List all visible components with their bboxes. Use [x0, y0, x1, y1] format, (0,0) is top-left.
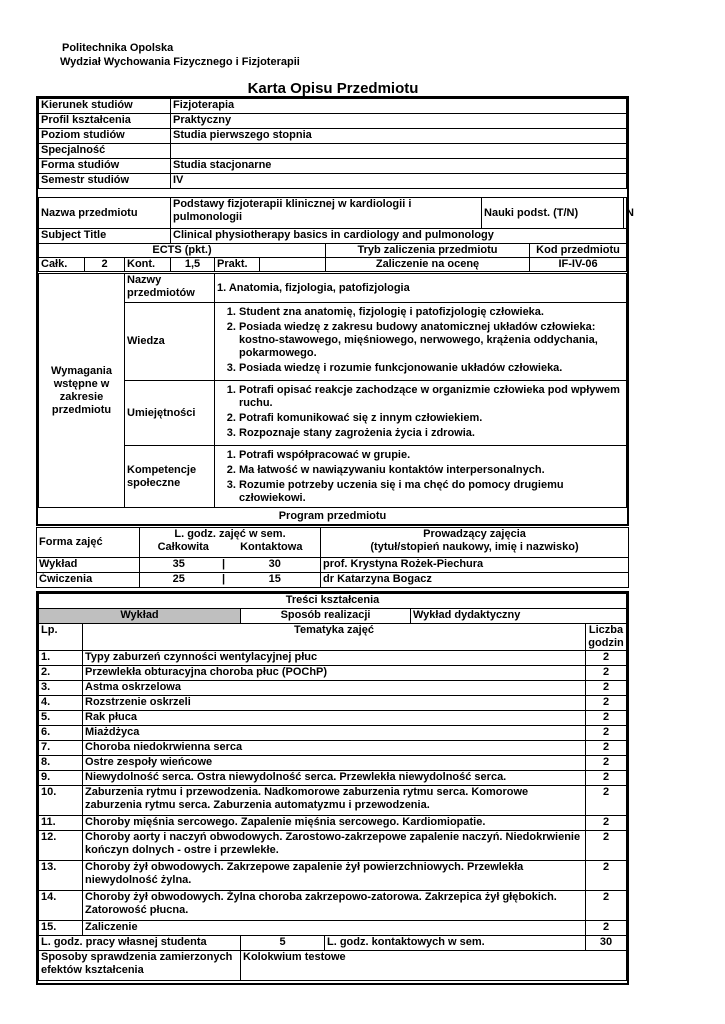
topic-hours: 2 — [586, 786, 627, 816]
content-form: Wykład — [39, 609, 241, 624]
info-label: Poziom studiów — [39, 129, 171, 144]
topic-row — [39, 831, 627, 861]
topic-text: Ostre zespoły wieńcowe — [83, 756, 586, 771]
topic-text: Astma oskrzelowa — [83, 681, 586, 696]
topic-row — [39, 666, 627, 681]
course-name-label: Nazwa przedmiotu — [39, 198, 171, 229]
topic-row — [39, 786, 627, 816]
course-name-line2: pulmonologii — [173, 211, 243, 223]
requirement-item: 3. Rozpoznaje stany zagrożenia życia i zdrowia. — [239, 427, 624, 440]
faculty-name: Wydział Wychowania Fizycznego i Fizjoterapii — [60, 56, 300, 68]
topic-text: Zaliczenie — [83, 921, 586, 936]
requirement-item: 3. Rozumie potrzeby uczenia się i ma chęć do pomocy drugiemu człowiekowi. — [239, 479, 624, 505]
skills-list — [217, 384, 624, 440]
contact-hours-total-label: L. godz. kontaktowych w sem. — [325, 936, 586, 951]
topic-lp: 8. — [39, 756, 83, 771]
total-hours-cell: 35 — [140, 558, 218, 573]
separator-cell: | — [218, 558, 230, 573]
mode-value: Zaliczenie na ocenę — [326, 258, 530, 272]
contact-hours-cell: 15 — [230, 573, 321, 588]
teacher-label: Prowadzący zajęcia — [423, 528, 526, 540]
topic-text: Choroba niedokrwienna serca — [83, 741, 586, 756]
topic-row — [39, 921, 627, 936]
topic-text: Miażdżyca — [83, 726, 586, 741]
separator-cell: | — [218, 573, 230, 588]
total-ects-value: 2 — [85, 258, 125, 272]
topic-text: Przewlekła obturacyjna choroba płuc (POChP) — [83, 666, 586, 681]
topic-hours: 2 — [586, 696, 627, 711]
requirement-item: 1. Potrafi opisać reakcje zachodzące w organizmie człowieka pod wpływem ruchu. — [239, 384, 624, 410]
subject-title-value: Clinical physiotherapy basics in cardiology and pulmonology — [171, 229, 627, 244]
topic-row — [39, 816, 627, 831]
self-work-label: L. godz. pracy własnej studenta — [39, 936, 241, 951]
program-row — [37, 558, 629, 573]
topic-lp: 3. — [39, 681, 83, 696]
hours-label: L. godz. zajęć w sem. — [174, 528, 286, 540]
practical-ects-label: Prakt. — [215, 258, 260, 272]
topic-header: Tematyka zajęć — [83, 624, 586, 651]
topic-text: Choroby żył obwodowych. Żylna choroba zakrzepowo-zatorowa. Zakrzepica żył głębokich. Zatorowość płucna. — [83, 891, 586, 921]
course-details-table — [38, 197, 634, 272]
topic-hours: 2 — [586, 891, 627, 921]
teacher-header — [321, 528, 629, 558]
total-hours-cell: 25 — [140, 573, 218, 588]
topic-row — [39, 756, 627, 771]
code-label: Kod przedmiotu — [530, 244, 627, 258]
requirements-table — [38, 273, 627, 508]
total-ects-label: Całk. — [39, 258, 85, 272]
ects-label: ECTS (pkt.) — [39, 244, 326, 258]
info-value: Studia pierwszego stopnia — [171, 129, 627, 144]
info-label: Specjalność — [39, 144, 171, 159]
info-value: IV — [171, 174, 627, 189]
topic-hours: 2 — [586, 756, 627, 771]
info-row — [39, 174, 627, 189]
topic-hours: 2 — [586, 921, 627, 936]
contact-ects-label: Kont. — [125, 258, 171, 272]
topic-hours: 2 — [586, 816, 627, 831]
topic-lp: 7. — [39, 741, 83, 756]
form-cell: Ćwiczenia — [37, 573, 140, 588]
lp-header: Lp. — [39, 624, 83, 651]
topic-lp: 14. — [39, 891, 83, 921]
info-label: Profil kształcenia — [39, 114, 171, 129]
topic-text: Zaburzenia rytmu i przewodzenia. Nadkomorowe zaburzenia rytmu serca. Komorowe zaburzenia rytmu serca. Zaburzenia automatyzmu i przewodzenia. — [83, 786, 586, 816]
topic-row — [39, 891, 627, 921]
info-value: Fizjoterapia — [171, 99, 627, 114]
mode-label: Tryb zaliczenia przedmiotu — [326, 244, 530, 258]
content-table — [38, 593, 627, 981]
contact-hours-cell: 30 — [230, 558, 321, 573]
requirement-item: 2. Posiada wiedzę z zakresu budowy anatomicznej układów człowieka: kostno-stawowego, mięśniowego, nerwowego, krążenia oddychania, pokarmowego. — [239, 321, 624, 360]
topic-row — [39, 771, 627, 786]
topic-lp: 2. — [39, 666, 83, 681]
knowledge-label: Wiedza — [125, 303, 215, 381]
program-table — [36, 527, 629, 588]
teacher-sublabel: (tytuł/stopień naukowy, imię i nazwisko) — [370, 541, 579, 553]
course-info-box — [36, 96, 634, 526]
total-hours-label: Całkowita — [157, 541, 209, 553]
topic-hours: 2 — [586, 771, 627, 786]
info-row — [39, 99, 627, 114]
topic-lp: 13. — [39, 861, 83, 891]
requirement-item: 2. Ma łatwość w nawiązywaniu kontaktów interpersonalnych. — [239, 464, 624, 477]
topic-row — [39, 696, 627, 711]
hours-header — [140, 528, 321, 558]
topic-hours: 2 — [586, 651, 627, 666]
teacher-cell: dr Katarzyna Bogacz — [321, 573, 629, 588]
social-competences-list — [217, 449, 624, 505]
hours-col-header: Liczba godzin — [586, 624, 627, 651]
requirement-item: 1. Student zna anatomię, fizjologię i patofizjologię człowieka. — [239, 306, 624, 319]
course-name-line1: Podstawy fizjoterapii klinicznej w kardiologii i — [173, 198, 412, 210]
science-value: N — [624, 198, 627, 229]
topic-lp: 6. — [39, 726, 83, 741]
topic-lp: 11. — [39, 816, 83, 831]
content-box — [36, 591, 629, 985]
topic-text: Rak płuca — [83, 711, 586, 726]
topic-hours: 2 — [586, 861, 627, 891]
skills-label: Umiejętności — [125, 381, 215, 446]
contact-hours-total-value: 30 — [586, 936, 627, 951]
requirement-item: 1. Potrafi współpracować w grupie. — [239, 449, 624, 462]
course-info-table — [38, 98, 627, 189]
form-cell: Wykład — [37, 558, 140, 573]
info-value — [171, 144, 627, 159]
requirements-side-label: Wymagania wstępne w zakresie przedmiotu — [39, 274, 125, 508]
content-title: Treści kształcenia — [39, 594, 627, 609]
topic-hours: 2 — [586, 666, 627, 681]
code-value: IF-IV-06 — [530, 258, 627, 272]
info-label: Semestr studiów — [39, 174, 171, 189]
topic-hours: 2 — [586, 831, 627, 861]
info-label: Kierunek studiów — [39, 99, 171, 114]
topic-row — [39, 726, 627, 741]
prereq-courses-label: Nazwy przedmiotów — [125, 274, 215, 303]
knowledge-list — [217, 306, 624, 375]
university-name: Politechnika Opolska — [62, 42, 174, 54]
topic-lp: 15. — [39, 921, 83, 936]
topic-hours: 2 — [586, 711, 627, 726]
page-title: Karta Opisu Przedmiotu — [247, 80, 419, 97]
prereq-courses-value: 1. Anatomia, fizjologia, patofizjologia — [215, 274, 627, 303]
method-label: Sposób realizacji — [241, 609, 411, 624]
info-value: Praktyczny — [171, 114, 627, 129]
topic-hours: 2 — [586, 681, 627, 696]
info-row — [39, 129, 627, 144]
verification-value: Kolokwium testowe — [241, 951, 627, 981]
method-value: Wykład dydaktyczny — [411, 609, 627, 624]
requirement-item: 3. Posiada wiedzę i rozumie funkcjonowanie układów człowieka. — [239, 362, 624, 375]
topic-row — [39, 711, 627, 726]
contact-ects-value: 1,5 — [171, 258, 215, 272]
self-work-value: 5 — [241, 936, 325, 951]
topic-lp: 5. — [39, 711, 83, 726]
info-label: Forma studiów — [39, 159, 171, 174]
topic-hours: 2 — [586, 741, 627, 756]
info-row — [39, 159, 627, 174]
topic-row — [39, 861, 627, 891]
topic-text: Choroby aorty i naczyń obwodowych. Zarostowo-zakrzepowe zapalenie naczyń. Niedokrwienie kończyn dolnych - ostre i przewlekłe. — [83, 831, 586, 861]
program-title: Program przedmiotu — [278, 510, 387, 522]
topic-text: Typy zaburzeń czynności wentylacyjnej płuc — [83, 651, 586, 666]
info-row — [39, 144, 627, 159]
hours-subheaders — [142, 541, 318, 554]
verification-label: Sposoby sprawdzenia zamierzonych efektów kształcenia — [39, 951, 241, 981]
topic-hours: 2 — [586, 726, 627, 741]
topic-text: Choroby mięśnia sercowego. Zapalenie mięśnia sercowego. Kardiomiopatie. — [83, 816, 586, 831]
contact-hours-label: Kontaktowa — [240, 541, 303, 553]
topic-row — [39, 741, 627, 756]
teacher-cell: prof. Krystyna Rożek-Piechura — [321, 558, 629, 573]
topic-lp: 1. — [39, 651, 83, 666]
topic-row — [39, 681, 627, 696]
topic-lp: 10. — [39, 786, 83, 816]
practical-ects-value — [260, 258, 326, 272]
program-row — [37, 573, 629, 588]
science-label: Nauki podst. (T/N) — [482, 198, 624, 229]
form-label: Forma zajęć — [37, 528, 140, 558]
topic-text: Niewydolność serca. Ostra niewydolność serca. Przewlekła niewydolność serca. — [83, 771, 586, 786]
topic-lp: 9. — [39, 771, 83, 786]
topic-lp: 12. — [39, 831, 83, 861]
info-value: Studia stacjonarne — [171, 159, 627, 174]
topic-lp: 4. — [39, 696, 83, 711]
topic-row — [39, 651, 627, 666]
course-name-value — [171, 198, 482, 229]
info-row — [39, 114, 627, 129]
topic-text: Choroby żył obwodowych. Zakrzepowe zapalenie żył powierzchniowych. Przewlekła niewydolność żylna. — [83, 861, 586, 891]
subject-title-label: Subject Title — [39, 229, 171, 244]
social-label: Kompetencje społeczne — [125, 446, 215, 508]
requirement-item: 2. Potrafi komunikować się z innym człowiekiem. — [239, 412, 624, 425]
topic-text: Rozstrzenie oskrzeli — [83, 696, 586, 711]
